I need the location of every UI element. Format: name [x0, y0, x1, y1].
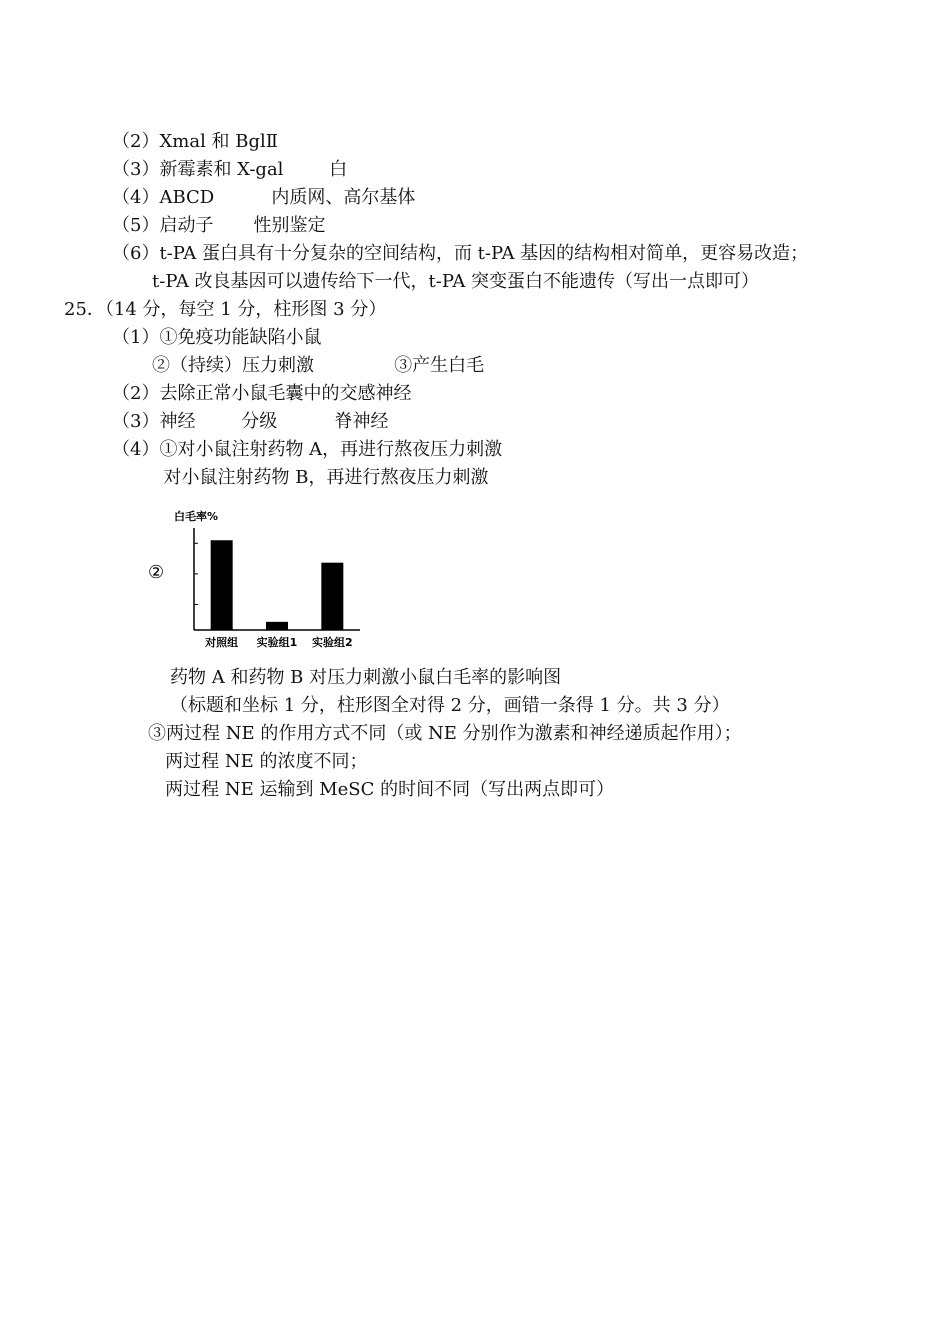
chart-marker: ② — [148, 562, 165, 583]
bar-2 — [266, 622, 288, 630]
bar-chart — [148, 506, 378, 656]
scoring-note: （标题和坐标 1 分，柱形图全对得 2 分，画错一条得 1 分。共 3 分） — [170, 695, 730, 716]
q25-item-2: （2）去除正常小鼠毛囊中的交感神经 — [112, 383, 412, 404]
q24-item-5: （5）启动子 性别鉴定 — [112, 215, 326, 236]
x-tick-label-1: 对照组 — [205, 636, 239, 649]
q25-item-1-sub: ②（持续）压力刺激 ③产生白毛 — [112, 355, 485, 376]
bar-1 — [211, 540, 233, 630]
y-axis-label: 白毛率% — [174, 510, 219, 523]
q24-item-6-line2: t-PA 改良基因可以遗传给下一代，t-PA 突变蛋白不能遗传（写出一点即可） — [112, 271, 760, 292]
x-tick-label-2: 实验组1 — [256, 636, 298, 649]
q24-item-2: （2）Xmal 和 BglⅡ — [112, 131, 279, 152]
q25-part3-line3: 两过程 NE 运输到 MeSC 的时间不同（写出两点即可） — [148, 779, 615, 800]
bar-3 — [321, 563, 343, 630]
bar-chart-svg — [148, 506, 378, 656]
q25-item-4: （4）①对小鼠注射药物 A，再进行熬夜压力刺激 — [112, 439, 503, 460]
q25-part3-line2: 两过程 NE 的浓度不同； — [148, 751, 368, 772]
q25-item-4-line2: 对小鼠注射药物 B，再进行熬夜压力刺激 — [112, 467, 489, 488]
q24-item-3: （3）新霉素和 X-gal 白 — [112, 159, 348, 180]
q24-item-4: （4）ABCD 内质网、高尔基体 — [112, 187, 416, 208]
q24-item-6-line1: （6）t-PA 蛋白具有十分复杂的空间结构，而 t-PA 基因的结构相对简单，更容易改造； — [112, 243, 809, 264]
q25-item-3: （3）神经 分级 脊神经 — [112, 411, 389, 432]
q25-item-1: （1）①免疫功能缺陷小鼠 — [112, 327, 322, 348]
x-tick-label-3: 实验组2 — [312, 636, 353, 649]
q25-part3-line1: ③两过程 NE 的作用方式不同（或 NE 分别作为激素和神经递质起作用）； — [148, 723, 742, 744]
q25-header: 25．（14 分，每空 1 分，柱形图 3 分） — [64, 299, 387, 320]
chart-caption: 药物 A 和药物 B 对压力刺激小鼠白毛率的影响图 — [170, 667, 562, 688]
